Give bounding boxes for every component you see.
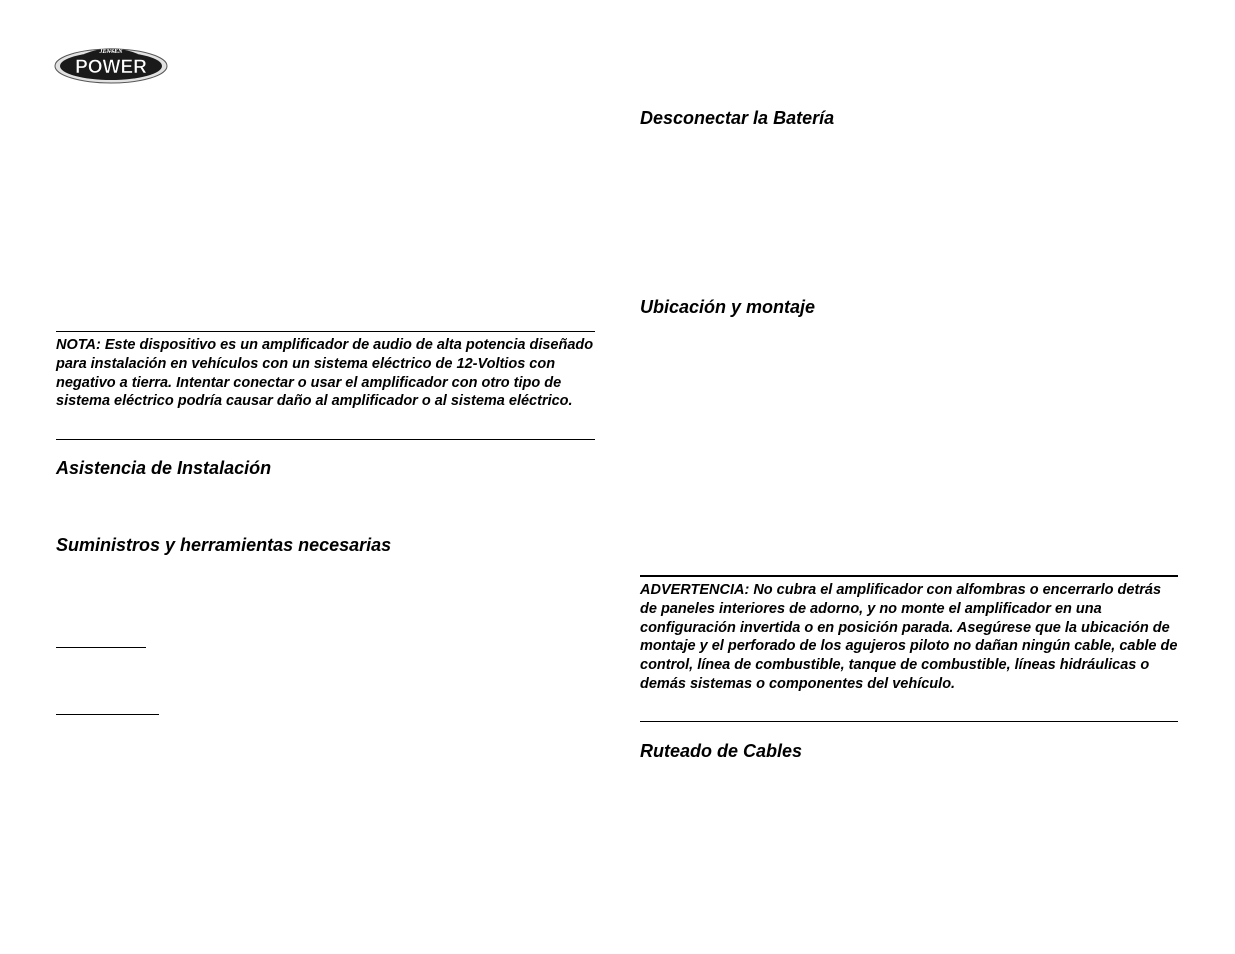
- logo-power-text: POWER: [75, 57, 147, 78]
- logo-jensen-text: JENSEN: [99, 49, 123, 55]
- warning-box: [640, 575, 1178, 722]
- heading-ruteado-cables: Ruteado de Cables: [640, 741, 803, 761]
- jensen-power-logo: [54, 44, 168, 84]
- note-text: NOTA: Este dispositivo es un amplificador de audio de alta potencia diseñado para instalación en vehículos con un sistema eléctrico de 12-Voltios con negativo a tierra. Intentar conectar o usar el amplificador con otro tipo de sistema eléctrico podría causar daño al amplificador o al sistema eléctrico.: [56, 337, 594, 410]
- heading-asistencia-instalacion: Asistencia de Instalación: [56, 458, 272, 478]
- note-box: [56, 331, 595, 440]
- blank-rule-2: [56, 714, 159, 715]
- warning-text: ADVERTENCIA: No cubra el amplificador con alfombras o encerrarlo detrás de paneles interiores de adorno, y no monte el amplificador en una configuración invertida o en posición parada. Asegúrese que la ubicación de montaje y el perforado de los agujeros piloto no dañan ningún cable, cable de control, línea de combustible, tanque de combustible, líneas hidráulicas o demás sistemas o componentes del vehículo.: [640, 582, 1178, 692]
- heading-ubicacion-montaje: Ubicación y montaje: [640, 297, 816, 317]
- blank-rule-1: [56, 647, 146, 648]
- heading-suministros-herramientas: Suministros y herramientas necesarias: [56, 535, 392, 555]
- heading-desconectar-bateria: Desconectar la Batería: [640, 108, 835, 128]
